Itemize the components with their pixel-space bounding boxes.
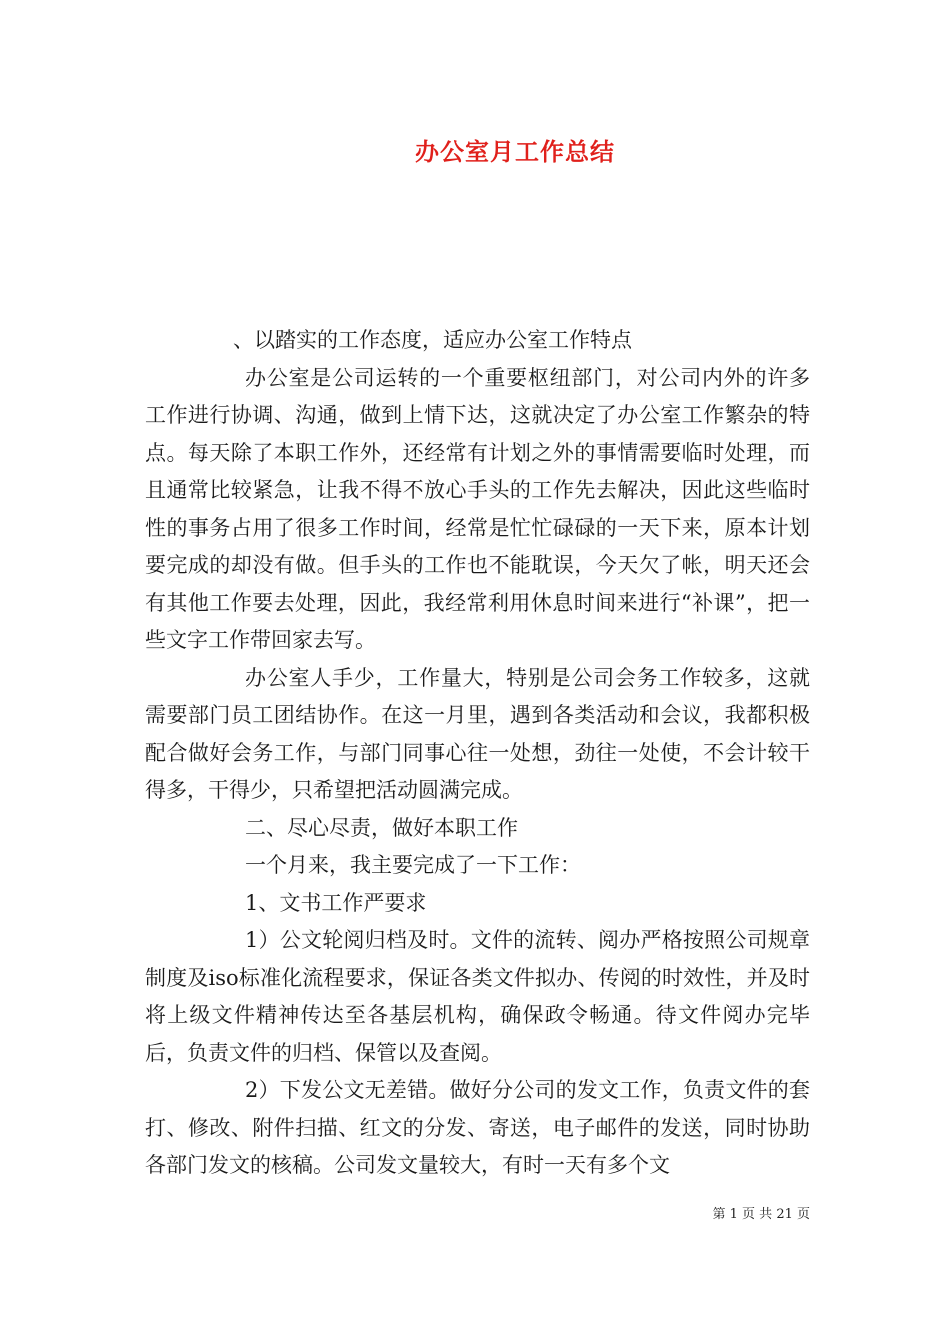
page-number: 第 1 页 共 21 页 [712,1207,810,1222]
document-title: 办公室月工作总结 [415,137,615,166]
paragraph: 一个月来，我主要完成了一下工作： [245,853,581,877]
subsection-heading: 1、文书工作严要求 [245,890,427,915]
paragraph: 办公室人手少，工作量大，特别是公司会务工作较多，这就需要部门员工团结协作。在这一月里，遇到各类活动和会议，我都积极配合做好会务工作，与部门同事心往一处想，劲往一处使，不会计较干得多，干得少，只希望把活动圆满完成。 [145,665,810,802]
paragraph: 办公室是公司运转的一个重要枢纽部门，对公司内外的许多工作进行协调、沟通，做到上情下达，这就决定了办公室工作繁杂的特点。每天除了本职工作外，还经常有计划之外的事情需要临时处理，而且通常比较紧急，让我不得不放心手头的工作先去解决，因此这些临时性的事务占用了很多工作时间，经常是忙忙碌碌的一天下来，原本计划要完成的却没有做。但手头的工作也不能耽误，今天欠了帐，明天还会有其他工作要去处理，因此，我经常利用休息时间来进行“补课”，把一些文字工作带回家去写。 [145,365,810,652]
document-body [145,322,810,1185]
paragraph: 1）公文轮阅归档及时。文件的流转、阅办严格按照公司规章制度及iso标准化流程要求，保证各类文件拟办、传阅的时效性，并及时将上级文件精神传达至各基层机构，确保政令畅通。待文件阅办完毕后，负责文件的归档、保管以及查阅。 [145,928,810,1065]
section-heading: 二、尽心尽责，做好本职工作 [245,815,518,840]
paragraph: 2）下发公文无差错。做好分公司的发文工作，负责文件的套打、修改、附件扫描、红文的分发、寄送，电子邮件的发送，同时协助各部门发文的核稿。公司发文量较大，有时一天有多个文 [145,1078,810,1177]
section-heading: 、以踏实的工作态度，适应办公室工作特点 [233,328,632,352]
